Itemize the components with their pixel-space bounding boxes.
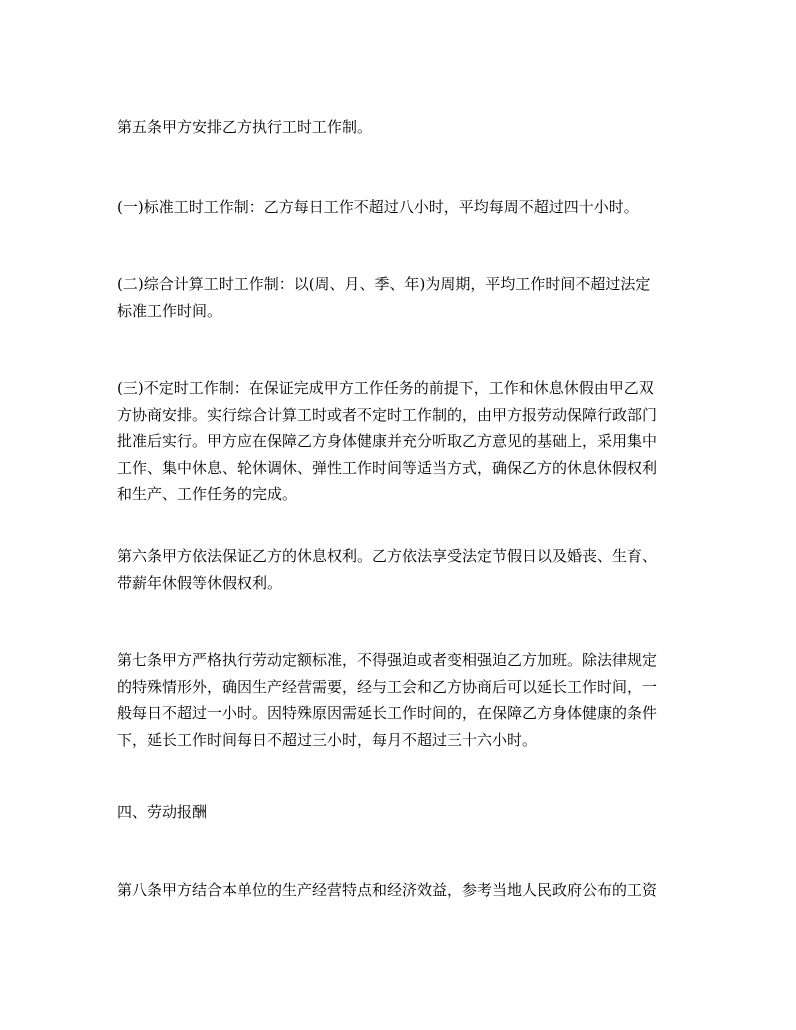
text-line: 般每日不超过一小时。因特殊原因需延长工作时间的，在保障乙方身体健康的条件 [117,704,658,722]
section-heading-remuneration [117,799,683,826]
text-line: 工作、集中休息、轮休调休、弹性工作时间等适当方式，确保乙方的休息休假权利 [117,458,658,477]
text-line: 标准工作时间。 [117,301,223,320]
paragraph-article-5 [117,114,683,141]
paragraph-standard-hours [117,194,683,221]
text-line: 批准后实行。甲方应在保障乙方身体健康并充分听取乙方意见的基础上，采用集中 [117,432,658,450]
text-line: 的特殊情形外，确因生产经营需要，经与工会和乙方协商后可以延长工作时间，一 [117,677,658,696]
paragraph-article-7 [117,647,683,753]
text-line: 和生产、工作任务的完成。 [117,485,298,503]
text-line: 下，延长工作时间每日不超过三小时，每月不超过三十六小时。 [117,730,538,749]
paragraph-flexible-hours [117,375,683,508]
text-line: 四、劳动报酬 [117,803,208,821]
paragraph-comprehensive-hours [117,271,683,324]
text-line: 第六条甲方依法保证乙方的休息权利。乙方依法享受法定节假日以及婚丧、生育、 [117,547,658,565]
text-line: (三)不定时工作制：在保证完成甲方工作任务的前提下，工作和休息休假由甲乙双 [117,379,654,397]
text-line: 第五条甲方安排乙方执行工时工作制。 [117,118,373,136]
text-line: (二)综合计算工时工作制：以(周、月、季、年)为周期，平均工作时间不超过法定 [117,275,651,293]
text-line: 方协商安排。实行综合计算工时或者不定时工作制的，由甲方报劳动保障行政部门 [117,405,658,424]
text-line: 第八条甲方结合本单位的生产经营特点和经济效益，参考当地人民政府公布的工资 [117,881,658,899]
paragraph-article-8 [117,877,683,904]
text-line: (一)标准工时工作制：乙方每日工作不超过八小时，平均每周不超过四十小时。 [117,198,639,216]
text-line: 带薪年休假等休假权利。 [117,573,283,592]
text-line: 第七条甲方严格执行劳动定额标准，不得强迫或者变相强迫乙方加班。除法律规定 [117,651,658,669]
paragraph-article-6 [117,543,683,596]
